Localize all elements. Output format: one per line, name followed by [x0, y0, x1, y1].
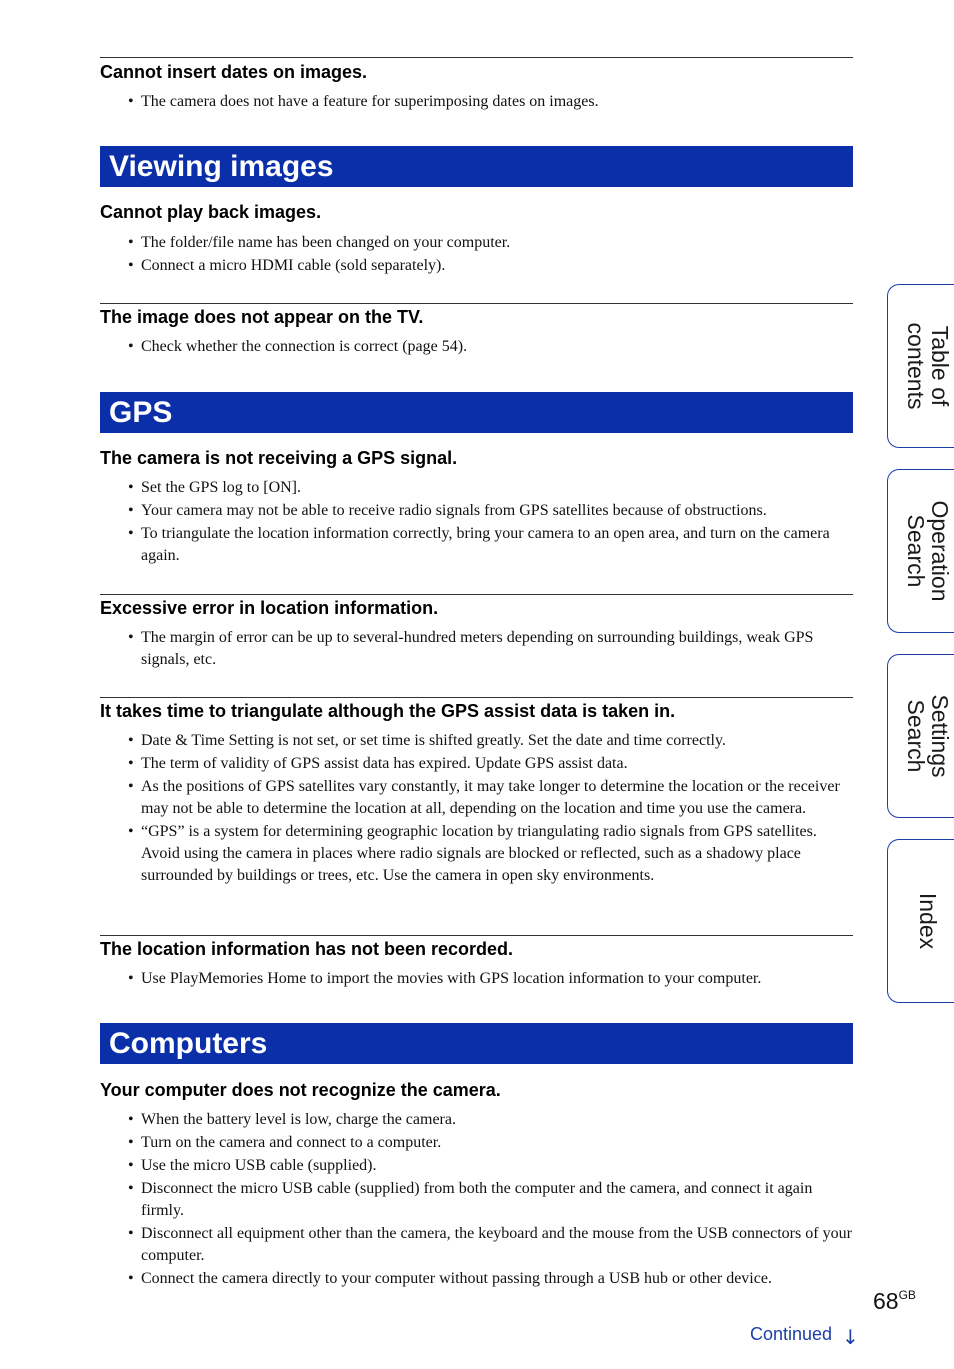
tab-operation-search[interactable]	[887, 469, 954, 633]
list-item: • As the positions of GPS satellites vary constantly, it may take longer to determine the location or the receiver may not be able to determine the location at all, depending on the location and time you use the camera.	[128, 776, 853, 820]
answer-list	[128, 627, 853, 671]
tab-label: Index	[914, 892, 941, 950]
question-heading: It takes time to triangulate although the GPS assist data is taken in.	[100, 701, 676, 721]
section-divider	[100, 697, 853, 698]
tab-label: Table of contents	[902, 322, 953, 410]
section-banner-computers: Computers	[100, 1023, 853, 1064]
section-divider	[100, 57, 853, 58]
list-item: • The folder/file name has been changed on your computer.	[128, 232, 853, 254]
list-item: • To triangulate the location information correctly, bring your camera to an open area, and turn on the camera again.	[128, 523, 853, 567]
answer-list	[128, 968, 853, 990]
list-item: • Turn on the camera and connect to a computer.	[128, 1132, 853, 1154]
question-heading: Your computer does not recognize the camera.	[100, 1080, 501, 1100]
answer-list	[128, 1109, 853, 1290]
list-item: • The camera does not have a feature for superimposing dates on images.	[128, 91, 853, 113]
list-item: • Use PlayMemories Home to import the movies with GPS location information to your computer.	[128, 968, 853, 990]
list-item: • The margin of error can be up to several-hundred meters depending on surrounding buildings, weak GPS signals, etc.	[128, 627, 853, 671]
list-item: • Your camera may not be able to receive radio signals from GPS satellites because of obstructions.	[128, 500, 853, 522]
page-number: $68^{GB}$	[873, 1288, 916, 1314]
section-divider	[100, 594, 853, 595]
tab-table-of-contents[interactable]	[887, 284, 954, 448]
list-item: • Check whether the connection is correct (page 54).	[128, 336, 853, 358]
list-item: • The term of validity of GPS assist data has expired. Update GPS assist data.	[128, 753, 853, 775]
tab-settings-search[interactable]	[887, 654, 954, 818]
question-heading: The image does not appear on the TV.	[100, 307, 424, 327]
list-item: • Disconnect all equipment other than the camera, the keyboard and the mouse from the USB connectors of your computer.	[128, 1223, 853, 1267]
section-divider	[100, 303, 853, 304]
list-item: • Connect the camera directly to your computer without passing through a USB hub or other device.	[128, 1268, 853, 1290]
question-heading: Cannot play back images.	[100, 202, 322, 222]
question-heading: Excessive error in location information.	[100, 598, 439, 618]
continued-link[interactable]: Continued	[750, 1324, 833, 1344]
list-item: • Disconnect the micro USB cable (supplied) from both the computer and the camera, and connect it again firmly.	[128, 1178, 853, 1222]
section-banner-gps: GPS	[100, 392, 853, 433]
list-item: • Date & Time Setting is not set, or set time is shifted greatly. Set the date and time correctly.	[128, 730, 853, 752]
list-item: • When the battery level is low, charge the camera.	[128, 1109, 853, 1131]
tab-label: Operation Search	[902, 500, 953, 602]
question-heading: The location information has not been recorded.	[100, 939, 514, 959]
section-divider	[100, 935, 853, 936]
list-item: • Set the GPS log to [ON].	[128, 477, 853, 499]
tab-label: Settings Search	[902, 694, 953, 778]
question-heading: The camera is not receiving a GPS signal.	[100, 448, 458, 468]
answer-list	[128, 477, 853, 567]
answer-list	[128, 730, 853, 887]
arrow-down-icon: ↓	[842, 1325, 859, 1349]
tab-index[interactable]	[887, 839, 954, 1003]
section-banner-viewing-images: Viewing images	[100, 146, 853, 187]
answer-list	[128, 91, 853, 113]
answer-list	[128, 336, 853, 358]
answer-list	[128, 232, 853, 277]
list-item: • Use the micro USB cable (supplied).	[128, 1155, 853, 1177]
question-heading: Cannot insert dates on images.	[100, 62, 368, 82]
list-item: • Connect a micro HDMI cable (sold separately).	[128, 255, 853, 277]
list-item: • “GPS” is a system for determining geographic location by triangulating radio signals from GPS satellites. Avoid using the camera in places where radio signals are blocked or reflected, such as a shadowy place surrounded by buildings or trees, etc. Use the camera in open sky environments.	[128, 821, 853, 887]
